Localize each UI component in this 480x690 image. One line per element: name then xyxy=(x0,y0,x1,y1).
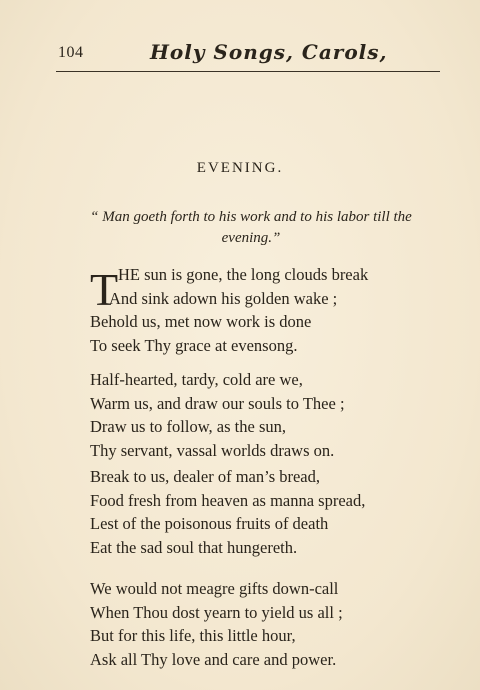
poem-line: Food fresh from heaven as manna spread, xyxy=(90,490,366,510)
poem-line: Break to us, dealer of man’s bread, xyxy=(90,467,321,486)
poem-line: When Thou dost yearn to yield us all ; xyxy=(90,602,343,622)
page-number: 104 xyxy=(58,44,84,61)
stanza-3 xyxy=(90,465,430,559)
poem-title: EVENING. xyxy=(196,160,284,176)
header-rule xyxy=(56,71,440,72)
stanza-1 xyxy=(90,263,430,357)
poem-line: Behold us, met now work is done xyxy=(90,312,312,331)
poem-line: Eat the sad soul that hungereth. xyxy=(90,537,298,557)
poem-line: Half-hearted, tardy, cold are we, xyxy=(90,370,303,389)
stanza-2 xyxy=(90,368,430,462)
running-head xyxy=(0,40,480,66)
poem-line: But for this life, this little hour, xyxy=(90,626,296,645)
poem-line: Ask all Thy love and care and power. xyxy=(90,649,337,669)
stanza-4 xyxy=(90,577,430,671)
drop-cap: T xyxy=(90,264,119,315)
poem-line: And sink adown his golden wake ; xyxy=(109,288,338,308)
running-title: Holy Songs, Carols, xyxy=(150,40,388,64)
poem-line: Draw us to follow, as the sun, xyxy=(90,417,286,436)
poem-line: Warm us, and draw our souls to Thee ; xyxy=(90,393,345,413)
poem-line: HE sun is gone, the long clouds break xyxy=(118,265,369,284)
epigraph: “ Man goeth forth to his work and to his labor till the evening.” xyxy=(90,209,412,246)
poem-line: Lest of the poisonous fruits of death xyxy=(90,514,329,533)
poem-line: To seek Thy grace at evensong. xyxy=(90,335,298,355)
poem-line: We would not meagre gifts down-call xyxy=(90,579,339,598)
poem-line: Thy servant, vassal worlds draws on. xyxy=(90,440,335,460)
